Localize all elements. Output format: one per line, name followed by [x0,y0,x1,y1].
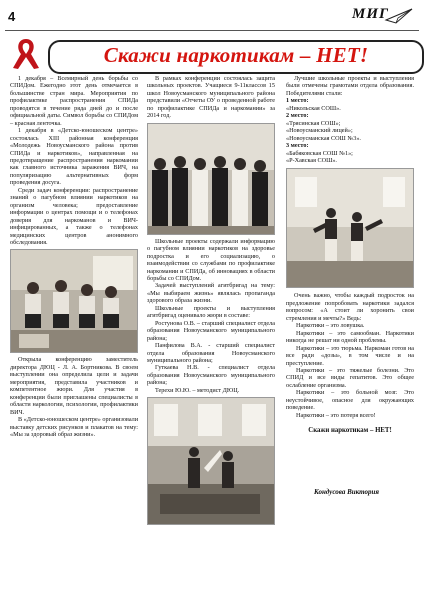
winner-item: «Никольская СОШ». [286,104,341,112]
page-number: 4 [8,9,16,24]
bullet-item: Наркотики – это ловушка. [296,322,365,330]
c1-paragraph: Среди задач конференции: распространение знаний о пагубном влиянии наркотиков на организм человека; предоставление информации о центрах помощи и о телефонах доверия для наркоманов и ВИЧ-инфицированных, а также о телефонах медицинских центров анонимного обследования. [10,186,138,246]
column-3 [286,75,414,435]
photo-conference-girls [10,249,138,353]
c3-paragraph: Лучшие школьные проекты и выступления были отмечены грамотами отдела образования. Победителями стали: [286,75,414,97]
headline-banner [48,40,424,74]
c2-paragraph: Гуткаева Н.В. - специалист отдела образования Новоусманского муниципального района; [147,364,275,387]
c1-paragraph: 1 декабря – Всемирный день борьбы со СПИДом. Ежегодно этот день отмечается в большинстве стран мира. Мероприятия по профилактике распространения СПИДа проводятся в течение ряда дней до и после официальной даты. Символ борьбы со СПИДом – красная ленточка. [10,75,138,127]
logo-text: МИГ [352,6,390,22]
c2-paragraph: В рамках конференции состоялась защита школьных проектов. Учащиеся 9-11классов 15 школ Новоусманского муниципального района представили «Отчеты ОУ о проведенной работе по профилактике СПИДа и наркомании» за 2014 год. [147,75,275,120]
c2-paragraph: Школьные проекты и выступления агитбригад оценивало жюри в составе: [147,304,275,320]
place-heading: 1 место: [286,97,309,105]
c2-paragraph: Панфилова В.А. - старший специалист отдела образования Новоусманского муниципального района; [147,342,275,364]
c2-paragraph: Задачей выступлений агитбригад на тему: «Мы выбираем жизнь» являлась пропаганда здорового образа жизни. [147,282,275,305]
paper-plane-icon [350,6,414,28]
headline-text: Скажи наркотикам – НЕТ! [103,43,369,67]
author-signature: Кондусова Виктория [314,488,379,496]
photo-dancers [286,168,414,288]
newspaper-logo [350,6,414,28]
photo-students-group [147,123,275,235]
photo-performance-hall [147,397,275,525]
c2-paragraph: Ростунова О.В. – старший специалист отдела образования Новоусманского муниципального района; [147,319,275,342]
bullet-item: Наркотики – это потеря всего! [296,411,376,419]
column-1 [10,75,138,438]
winner-item: «Новоусманская СОШ №3». [286,134,361,142]
red-ribbon-icon [8,36,44,70]
winner-item: «Новоусманский лицей»; [286,127,353,135]
bullet-item: Наркотики – это тяжелые болезни. Это СПИД и все виды гепатитов. Это общее ослабление организма. [286,366,414,389]
c3-paragraph: Очень важно, чтобы каждый подросток на предложение попробовать наркотики задался вопросом: «А стоит ли хоронить свои стремления и мечты?» Ведь: [286,292,414,322]
place-heading: 3 место: [286,142,309,150]
place-heading: 2 место: [286,112,309,120]
c1-paragraph: 1 декабря в «Детско-юношеском центре» состоялась XIII районная конференция «Молодежь Новоусманского района против СПИДа и наркотиков», направленная на предотвращение распространения наркомании как главного источника заражения ВИЧ, на популяризацию альтернативных форм проведения досуга. [10,127,138,187]
slogan: Скажи наркотикам – НЕТ! [308,427,392,435]
c2-paragraph: Школьные проекты содержали информацию о пагубном влиянии наркотиков на здоровье подростка и его социализацию, о взаимодействии со службами по профилактике наркомании и СПИДа, об инновациях в области борьбы со СПИДом. [147,237,275,282]
bullet-item: Наркотики – это больной мозг. Это неустойчивое, опасное для окружающих поведение. [286,389,414,412]
winner-item: «Трясинская СОШ»; [286,119,341,127]
c1-paragraph: Открыла конференцию заместитель директора ДЮЦ - Л. А. Бортникова. В своем выступлении она определила цели и задачи мероприятия, представила участников и компетентное жюри. Для участия в конференции были приглашены специалисты в области наркологии, психологии, профилактики ВИЧ. [10,356,138,416]
winner-item: «Бабяковская СОШ №1»; [286,149,353,157]
header-rule [5,30,419,31]
c1-paragraph: В «Детско-юношеском центре» организовали выставку детских рисунков и плакатов на тему: «Мы за здоровый образ жизни». [10,416,139,438]
bullet-item: Наркотики – это тюрьма. Наркоман готов на все ради «дозы», в том числе и на преступление. [286,344,414,367]
winner-item: «Р-Хавская СОШ». [286,156,337,164]
bullet-item: Наркотики – это самообман. Наркотики никогда не решат ни одной проблемы. [286,329,414,345]
c2-paragraph: Терехи Ю.Ю. – методист ДЮЦ. [155,386,240,394]
column-2 [147,75,275,525]
